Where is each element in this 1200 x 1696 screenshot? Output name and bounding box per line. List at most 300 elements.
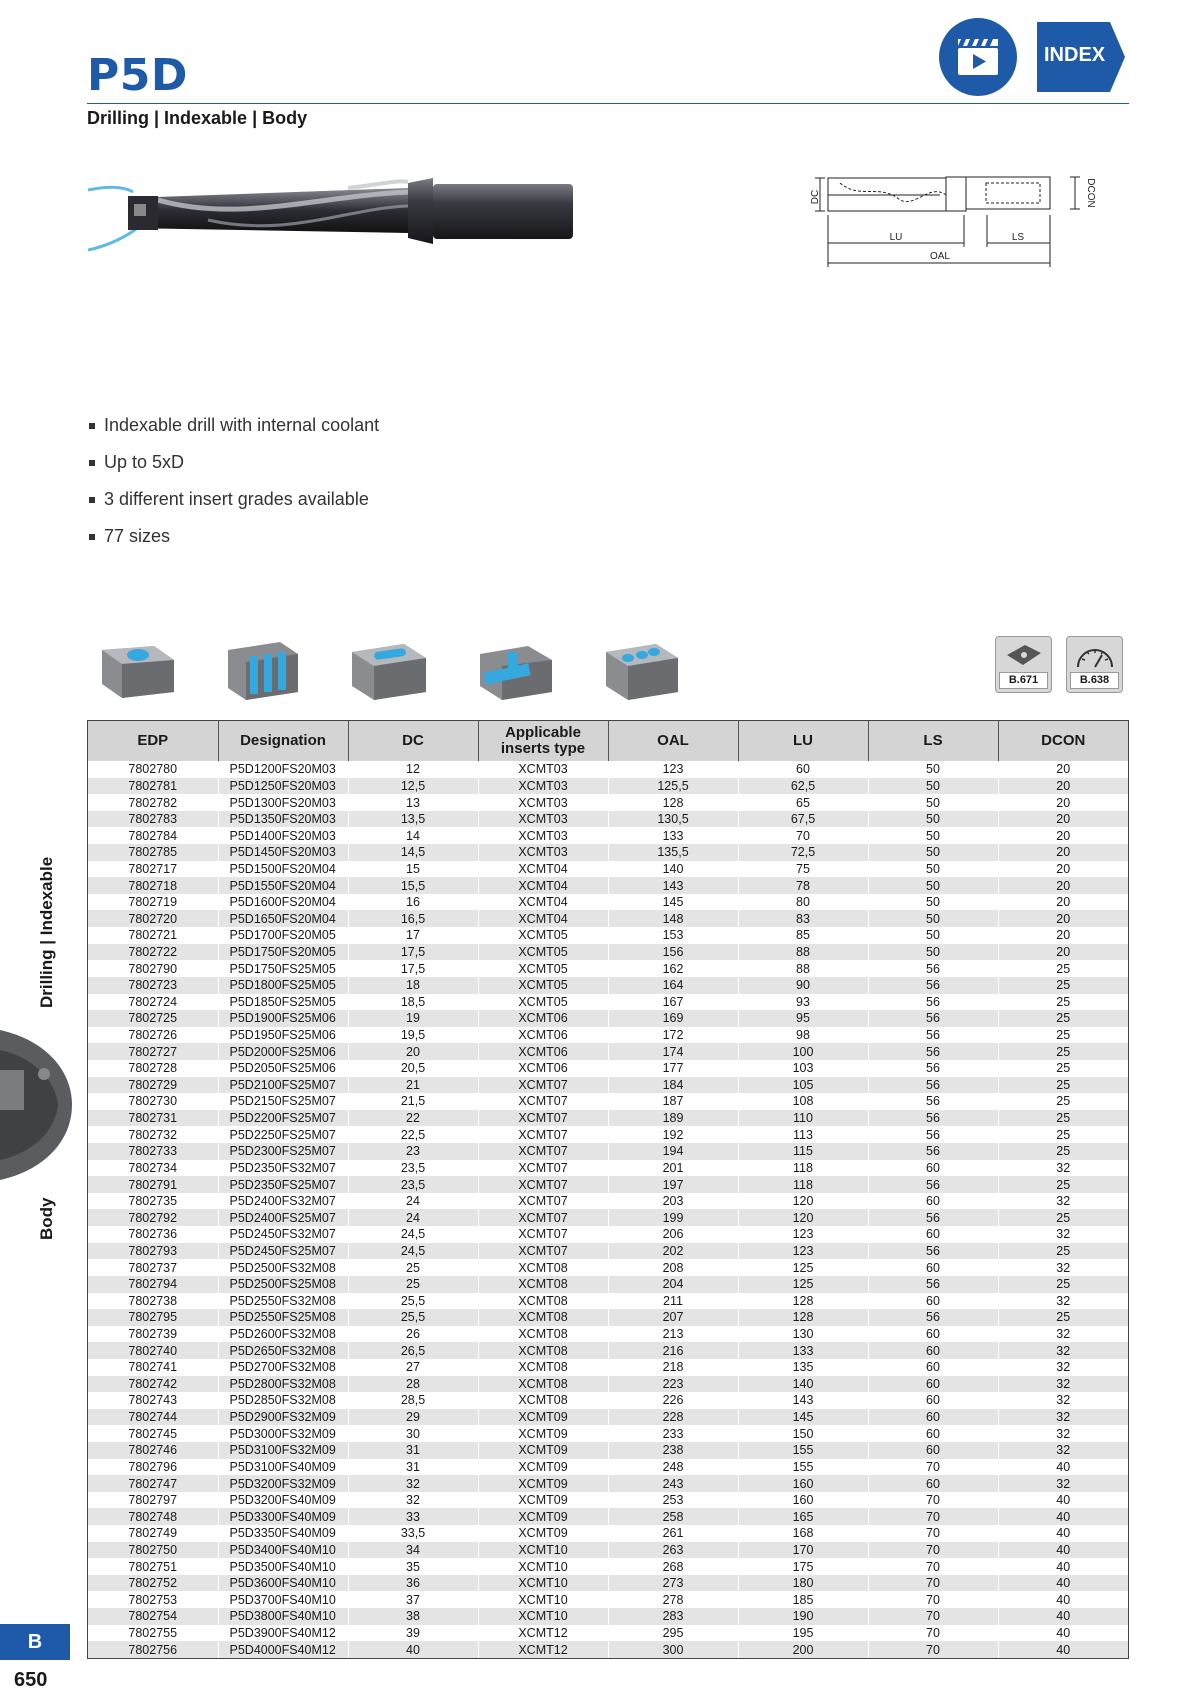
oal-cell: 189 (608, 1110, 738, 1127)
designation-cell: P5D1300FS20M03 (218, 794, 348, 811)
edp-cell: 7802751 (88, 1558, 218, 1575)
lu-cell: 65 (738, 794, 868, 811)
ls-cell: 70 (868, 1591, 998, 1608)
dcon-cell: 40 (998, 1525, 1128, 1542)
oal-cell: 128 (608, 794, 738, 811)
dc-cell: 18,5 (348, 994, 478, 1011)
oal-cell: 268 (608, 1558, 738, 1575)
oal-cell: 233 (608, 1425, 738, 1442)
dcon-cell: 20 (998, 844, 1128, 861)
oal-cell: 226 (608, 1392, 738, 1409)
lu-cell: 125 (738, 1259, 868, 1276)
column-header-dcon: DCON (998, 721, 1128, 761)
oal-cell: 253 (608, 1492, 738, 1509)
edp-cell: 7802731 (88, 1110, 218, 1127)
lu-cell: 83 (738, 910, 868, 927)
dcon-cell: 25 (998, 1209, 1128, 1226)
dcon-cell: 40 (998, 1591, 1128, 1608)
dc-cell: 33 (348, 1508, 478, 1525)
insert-type-cell: XCMT03 (478, 811, 608, 828)
edp-cell: 7802782 (88, 794, 218, 811)
table-row (88, 1259, 1128, 1276)
designation-cell: P5D3000FS32M09 (218, 1425, 348, 1442)
ls-cell: 56 (868, 1143, 998, 1160)
table-row (88, 1077, 1128, 1094)
edp-cell: 7802795 (88, 1309, 218, 1326)
edp-cell: 7802755 (88, 1625, 218, 1642)
dcon-cell: 40 (998, 1459, 1128, 1476)
dc-cell: 25,5 (348, 1293, 478, 1310)
edp-cell: 7802742 (88, 1376, 218, 1393)
insert-type-cell: XCMT12 (478, 1625, 608, 1642)
dcon-cell: 20 (998, 894, 1128, 911)
oal-cell: 216 (608, 1342, 738, 1359)
table-row (88, 1625, 1128, 1642)
table-row (88, 1043, 1128, 1060)
oal-cell: 278 (608, 1591, 738, 1608)
dc-cell: 36 (348, 1575, 478, 1592)
dcon-cell: 25 (998, 1126, 1128, 1143)
designation-cell: P5D3900FS40M12 (218, 1625, 348, 1642)
lu-cell: 105 (738, 1077, 868, 1094)
ls-cell: 60 (868, 1475, 998, 1492)
dcon-label: DCON (1085, 178, 1096, 208)
edp-cell: 7802721 (88, 927, 218, 944)
dcon-cell: 25 (998, 994, 1128, 1011)
dc-cell: 28,5 (348, 1392, 478, 1409)
table-row (88, 778, 1128, 795)
edp-cell: 7802729 (88, 1077, 218, 1094)
ls-cell: 56 (868, 1176, 998, 1193)
dc-cell: 21 (348, 1077, 478, 1094)
column-header-dc: DC (348, 721, 478, 761)
edp-cell: 7802738 (88, 1293, 218, 1310)
designation-cell: P5D4000FS40M12 (218, 1641, 348, 1658)
edp-cell: 7802740 (88, 1342, 218, 1359)
oal-cell: 153 (608, 927, 738, 944)
ls-cell: 60 (868, 1342, 998, 1359)
designation-cell: P5D1750FS20M05 (218, 944, 348, 961)
dc-cell: 12 (348, 761, 478, 778)
edp-cell: 7802734 (88, 1160, 218, 1177)
lu-cell: 115 (738, 1143, 868, 1160)
oal-cell: 145 (608, 894, 738, 911)
lu-cell: 143 (738, 1392, 868, 1409)
insert-type-cell: XCMT08 (478, 1359, 608, 1376)
dc-cell: 14 (348, 827, 478, 844)
oal-cell: 228 (608, 1409, 738, 1426)
oal-cell: 207 (608, 1309, 738, 1326)
dc-cell: 22 (348, 1110, 478, 1127)
ls-cell: 50 (868, 778, 998, 795)
lu-cell: 150 (738, 1425, 868, 1442)
designation-cell: P5D2450FS25M07 (218, 1243, 348, 1260)
designation-cell: P5D2300FS25M07 (218, 1143, 348, 1160)
lu-label: LU (889, 232, 903, 243)
ls-cell: 60 (868, 1359, 998, 1376)
dcon-cell: 32 (998, 1342, 1128, 1359)
dc-cell: 30 (348, 1425, 478, 1442)
dc-cell: 25,5 (348, 1309, 478, 1326)
designation-cell: P5D2050FS25M06 (218, 1060, 348, 1077)
lu-cell: 118 (738, 1176, 868, 1193)
table-row (88, 1425, 1128, 1442)
cutting-data-reference[interactable] (1066, 636, 1123, 693)
dcon-cell: 25 (998, 1143, 1128, 1160)
edp-cell: 7802722 (88, 944, 218, 961)
oal-cell: 194 (608, 1143, 738, 1160)
insert-type-cell: XCMT08 (478, 1276, 608, 1293)
section-tab[interactable]: B (0, 1624, 70, 1660)
lu-cell: 160 (738, 1492, 868, 1509)
dc-cell: 24,5 (348, 1243, 478, 1260)
dc-cell: 18 (348, 977, 478, 994)
oal-cell: 213 (608, 1326, 738, 1343)
table-row (88, 1525, 1128, 1542)
designation-cell: P5D2500FS32M08 (218, 1259, 348, 1276)
insert-type-cell: XCMT09 (478, 1409, 608, 1426)
column-header-ls: LS (868, 721, 998, 761)
edp-cell: 7802747 (88, 1475, 218, 1492)
feature-item: Up to 5xD (87, 450, 379, 487)
insert-type-cell: XCMT06 (478, 1043, 608, 1060)
ls-cell: 60 (868, 1442, 998, 1459)
dcon-cell: 25 (998, 1043, 1128, 1060)
designation-cell: P5D2650FS32M08 (218, 1342, 348, 1359)
edp-cell: 7802783 (88, 811, 218, 828)
table-row (88, 1508, 1128, 1525)
edp-cell: 7802743 (88, 1392, 218, 1409)
lu-cell: 95 (738, 1010, 868, 1027)
edp-cell: 7802732 (88, 1126, 218, 1143)
designation-cell: P5D1800FS25M05 (218, 977, 348, 994)
designation-cell: P5D1250FS20M03 (218, 778, 348, 795)
ls-cell: 50 (868, 794, 998, 811)
lu-cell: 155 (738, 1459, 868, 1476)
dc-cell: 23,5 (348, 1176, 478, 1193)
table-row (88, 1442, 1128, 1459)
oal-cell: 172 (608, 1027, 738, 1044)
table-row (88, 1342, 1128, 1359)
edp-cell: 7802723 (88, 977, 218, 994)
table-row (88, 1176, 1128, 1193)
lu-cell: 62,5 (738, 778, 868, 795)
edp-cell: 7802792 (88, 1209, 218, 1226)
insert-type-cell: XCMT09 (478, 1442, 608, 1459)
dc-cell: 32 (348, 1492, 478, 1509)
dc-cell: 14,5 (348, 844, 478, 861)
table-row (88, 761, 1128, 778)
oal-cell: 143 (608, 877, 738, 894)
designation-cell: P5D3200FS40M09 (218, 1492, 348, 1509)
dcon-cell: 20 (998, 811, 1128, 828)
lu-cell: 135 (738, 1359, 868, 1376)
designation-cell: P5D1550FS20M04 (218, 877, 348, 894)
table-row (88, 994, 1128, 1011)
table-row (88, 1376, 1128, 1393)
oal-cell: 156 (608, 944, 738, 961)
edp-cell: 7802724 (88, 994, 218, 1011)
designation-cell: P5D2350FS32M07 (218, 1160, 348, 1177)
table-row (88, 1359, 1128, 1376)
designation-cell: P5D1750FS25M05 (218, 960, 348, 977)
ls-cell: 50 (868, 910, 998, 927)
lu-cell: 123 (738, 1243, 868, 1260)
ls-cell: 70 (868, 1542, 998, 1559)
insert-type-cell: XCMT07 (478, 1126, 608, 1143)
dcon-cell: 25 (998, 960, 1128, 977)
dcon-cell: 25 (998, 1309, 1128, 1326)
dc-label: DC (810, 189, 821, 205)
designation-cell: P5D1500FS20M04 (218, 861, 348, 878)
side-section-label: Drilling | Indexable (37, 856, 56, 1008)
oal-cell: 140 (608, 861, 738, 878)
edp-cell: 7802781 (88, 778, 218, 795)
dcon-cell: 32 (998, 1376, 1128, 1393)
table-row (88, 1475, 1128, 1492)
dc-cell: 16,5 (348, 910, 478, 927)
oal-cell: 300 (608, 1641, 738, 1658)
edp-cell: 7802718 (88, 877, 218, 894)
edp-cell: 7802719 (88, 894, 218, 911)
oal-cell: 203 (608, 1193, 738, 1210)
lu-cell: 130 (738, 1326, 868, 1343)
designation-cell: P5D2550FS25M08 (218, 1309, 348, 1326)
edp-cell: 7802733 (88, 1143, 218, 1160)
oal-cell: 202 (608, 1243, 738, 1260)
edp-cell: 7802717 (88, 861, 218, 878)
dcon-cell: 32 (998, 1409, 1128, 1426)
lu-cell: 98 (738, 1027, 868, 1044)
designation-cell: P5D2400FS32M07 (218, 1193, 348, 1210)
dcon-cell: 20 (998, 877, 1128, 894)
lu-cell: 180 (738, 1575, 868, 1592)
ls-cell: 70 (868, 1558, 998, 1575)
dc-cell: 40 (348, 1641, 478, 1658)
oal-cell: 273 (608, 1575, 738, 1592)
lu-cell: 118 (738, 1160, 868, 1177)
table-row (88, 1392, 1128, 1409)
designation-cell: P5D2150FS25M07 (218, 1093, 348, 1110)
table-row (88, 811, 1128, 828)
product-table (87, 720, 1129, 1659)
edp-cell: 7802736 (88, 1226, 218, 1243)
dcon-cell: 25 (998, 1093, 1128, 1110)
ls-cell: 60 (868, 1160, 998, 1177)
oal-cell: 192 (608, 1126, 738, 1143)
insert-type-cell: XCMT08 (478, 1309, 608, 1326)
stacked-plates-icon (220, 632, 306, 708)
designation-cell: P5D3400FS40M10 (218, 1542, 348, 1559)
edp-cell: 7802748 (88, 1508, 218, 1525)
oal-cell: 130,5 (608, 811, 738, 828)
insert-type-cell: XCMT03 (478, 778, 608, 795)
lu-cell: 103 (738, 1060, 868, 1077)
oal-cell: 177 (608, 1060, 738, 1077)
ls-cell: 56 (868, 1309, 998, 1326)
table-row (88, 1027, 1128, 1044)
dcon-cell: 32 (998, 1226, 1128, 1243)
insert-type-cell: XCMT08 (478, 1326, 608, 1343)
table-row (88, 1558, 1128, 1575)
ls-cell: 56 (868, 994, 998, 1011)
table-row (88, 1093, 1128, 1110)
lu-cell: 125 (738, 1276, 868, 1293)
lu-cell: 170 (738, 1542, 868, 1559)
dc-cell: 19 (348, 1010, 478, 1027)
insert-type-cell: XCMT04 (478, 861, 608, 878)
table-row (88, 1591, 1128, 1608)
designation-cell: P5D3100FS40M09 (218, 1459, 348, 1476)
lu-cell: 72,5 (738, 844, 868, 861)
edp-cell: 7802726 (88, 1027, 218, 1044)
dc-cell: 20 (348, 1043, 478, 1060)
gauge-icon (1074, 641, 1116, 671)
table-row (88, 844, 1128, 861)
cross-hole-icon (472, 632, 558, 708)
lu-cell: 113 (738, 1126, 868, 1143)
multiple-holes-icon (598, 632, 684, 708)
ls-cell: 50 (868, 811, 998, 828)
ls-cell: 70 (868, 1525, 998, 1542)
dcon-cell: 25 (998, 1010, 1128, 1027)
table-row (88, 877, 1128, 894)
oal-cell: 125,5 (608, 778, 738, 795)
lu-cell: 128 (738, 1293, 868, 1310)
ls-cell: 50 (868, 861, 998, 878)
oal-cell: 133 (608, 827, 738, 844)
lu-cell: 88 (738, 960, 868, 977)
designation-cell: P5D2250FS25M07 (218, 1126, 348, 1143)
dcon-cell: 25 (998, 1276, 1128, 1293)
insert-type-cell: XCMT12 (478, 1641, 608, 1658)
ls-cell: 70 (868, 1459, 998, 1476)
dcon-cell: 20 (998, 861, 1128, 878)
insert-type-cell: XCMT03 (478, 827, 608, 844)
ls-cell: 50 (868, 761, 998, 778)
ls-cell: 60 (868, 1226, 998, 1243)
lu-cell: 88 (738, 944, 868, 961)
lu-cell: 133 (738, 1342, 868, 1359)
dcon-cell: 25 (998, 1027, 1128, 1044)
edp-cell: 7802749 (88, 1525, 218, 1542)
ls-cell: 56 (868, 1209, 998, 1226)
insert-reference[interactable] (995, 636, 1052, 693)
ls-cell: 70 (868, 1492, 998, 1509)
dimension-diagram (790, 175, 1110, 287)
dcon-cell: 25 (998, 1110, 1128, 1127)
dc-cell: 25 (348, 1259, 478, 1276)
edp-cell: 7802728 (88, 1060, 218, 1077)
oal-cell: 206 (608, 1226, 738, 1243)
insert-type-cell: XCMT07 (478, 1209, 608, 1226)
table-row (88, 1126, 1128, 1143)
dc-cell: 33,5 (348, 1525, 478, 1542)
video-button[interactable] (939, 18, 1017, 96)
edp-cell: 7802754 (88, 1608, 218, 1625)
insert-type-cell: XCMT05 (478, 994, 608, 1011)
edp-cell: 7802784 (88, 827, 218, 844)
designation-cell: P5D1950FS25M06 (218, 1027, 348, 1044)
designation-cell: P5D3200FS32M09 (218, 1475, 348, 1492)
dc-cell: 13,5 (348, 811, 478, 828)
designation-cell: P5D2450FS32M07 (218, 1226, 348, 1243)
edp-cell: 7802730 (88, 1093, 218, 1110)
dc-cell: 20,5 (348, 1060, 478, 1077)
oal-cell: 174 (608, 1043, 738, 1060)
designation-cell: P5D3700FS40M10 (218, 1591, 348, 1608)
dc-cell: 29 (348, 1409, 478, 1426)
dc-cell: 37 (348, 1591, 478, 1608)
oal-cell: 204 (608, 1276, 738, 1293)
dcon-cell: 25 (998, 1176, 1128, 1193)
dc-cell: 13 (348, 794, 478, 811)
dc-cell: 31 (348, 1442, 478, 1459)
table-row (88, 1608, 1128, 1625)
edp-cell: 7802794 (88, 1276, 218, 1293)
edp-cell: 7802727 (88, 1043, 218, 1060)
ls-cell: 60 (868, 1326, 998, 1343)
insert-type-cell: XCMT07 (478, 1243, 608, 1260)
dcon-cell: 40 (998, 1641, 1128, 1658)
dcon-cell: 32 (998, 1193, 1128, 1210)
insert-type-cell: XCMT08 (478, 1342, 608, 1359)
edp-cell: 7802741 (88, 1359, 218, 1376)
table-row (88, 827, 1128, 844)
lu-cell: 190 (738, 1608, 868, 1625)
oal-cell: 258 (608, 1508, 738, 1525)
designation-cell: P5D3800FS40M10 (218, 1608, 348, 1625)
oal-cell: 164 (608, 977, 738, 994)
ls-cell: 56 (868, 1010, 998, 1027)
oal-cell: 261 (608, 1525, 738, 1542)
edp-cell: 7802744 (88, 1409, 218, 1426)
designation-cell: P5D2850FS32M08 (218, 1392, 348, 1409)
index-button[interactable] (1037, 22, 1125, 92)
oal-cell: 283 (608, 1608, 738, 1625)
table-row (88, 944, 1128, 961)
column-header-edp: EDP (88, 721, 218, 761)
oal-cell: 187 (608, 1093, 738, 1110)
ls-cell: 56 (868, 1043, 998, 1060)
edp-cell: 7802793 (88, 1243, 218, 1260)
dc-cell: 22,5 (348, 1126, 478, 1143)
designation-cell: P5D3300FS40M09 (218, 1508, 348, 1525)
ls-cell: 56 (868, 1060, 998, 1077)
dc-cell: 17,5 (348, 960, 478, 977)
lu-cell: 120 (738, 1193, 868, 1210)
ls-cell: 60 (868, 1376, 998, 1393)
index-label: INDEX (1044, 44, 1106, 66)
dcon-cell: 25 (998, 1243, 1128, 1260)
dc-cell: 24 (348, 1193, 478, 1210)
dcon-cell: 32 (998, 1326, 1128, 1343)
lu-cell: 90 (738, 977, 868, 994)
table-row (88, 1209, 1128, 1226)
table-row (88, 1160, 1128, 1177)
column-header-lu: LU (738, 721, 868, 761)
table-row (88, 910, 1128, 927)
lu-cell: 175 (738, 1558, 868, 1575)
lu-cell: 128 (738, 1309, 868, 1326)
dcon-cell: 20 (998, 761, 1128, 778)
ls-cell: 60 (868, 1425, 998, 1442)
edp-cell: 7802720 (88, 910, 218, 927)
insert-type-cell: XCMT07 (478, 1077, 608, 1094)
oal-cell: 135,5 (608, 844, 738, 861)
insert-type-cell: XCMT07 (478, 1160, 608, 1177)
ls-cell: 70 (868, 1575, 998, 1592)
